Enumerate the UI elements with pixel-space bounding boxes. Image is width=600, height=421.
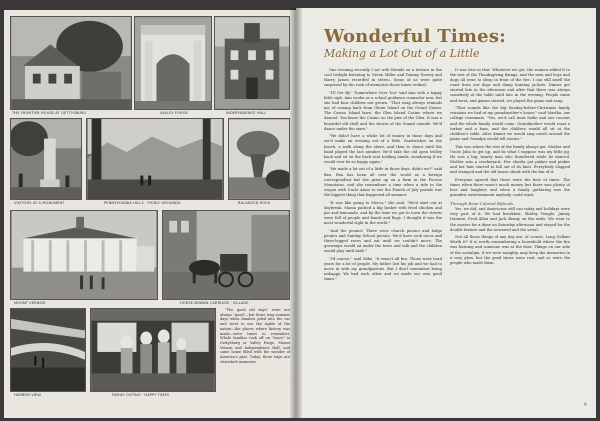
photo-arch — [134, 16, 212, 110]
page-gutter — [290, 8, 302, 418]
photo-hall — [214, 16, 290, 110]
mansion-photo-icon — [11, 211, 157, 299]
harbor-photo-icon — [11, 309, 85, 391]
photo-caption: THE FRONTIER HOUSE AT GETTYSBURG — [12, 111, 87, 115]
paragraph: "It was like going to Mecca," she said. "We'd start out at daybreak. Mama packed a big basket with fried chicken and pie and lemonade, and by the time we got to town the streets were full of people and bands and flags. I thought it was the most wonderful sight in the world." — [324, 200, 442, 225]
photo-rock — [228, 118, 290, 200]
photo-caption: HORSE-DRAWN CARRIAGE · VILLAGE — [180, 301, 249, 305]
sidebar-caption-text: "The good old days" were not always "good"—but those long summer days when families piled into the car and went to see the sights of the nation—the places where history was made—were times to remember. Whole families took off on "tours" to Gettysburg or Valley Forge, Mount Vernon and Independence Hall, and came home filled with the wonder of America's past. Today, those trips are cherished memories. — [220, 308, 290, 364]
paragraph: One evening recently I sat with friends on a terrace in the cool twilight listening to Green Miller and Tommy Dorsey and Harry James recorded in stereo. Some of us were quite surprised by the rush of memories those tunes evoked. — [324, 68, 442, 88]
photo-caption: MOUNT VERNON — [14, 301, 46, 305]
photo-caption: HARBOR VIEW — [14, 393, 41, 397]
paragraph: This was where the rest of the family always got. Mother and Uncle John to get up, and do what I suppose was my little jig. He was a big, hearty man who thundered while he danced. Mother was a crackerjack. Her cheeks got pinker and pinker and her hair started to fall out of its knot. Everybody clapped and stamped and the old house shook with the fun of it. — [450, 144, 570, 174]
section-heading: Through Rose-Colored Bifocals — [450, 200, 514, 206]
photo-monument — [10, 118, 82, 200]
forest-photo-icon — [87, 119, 223, 199]
hall-photo-icon — [215, 17, 289, 109]
paragraph: "Of course," said Mike, "it wasn't all fun. Those were hard years for a lot of people. My father lost his job and we had to move in with my grandparents. But I don't remember being unhappy. We had each other and we made our own good times." — [324, 256, 442, 282]
photo-carriage — [162, 210, 290, 300]
paragraph: "That sounds like the big Sunday-before-Christmas family reunions we had at my grandmother's house," said Martha, our college roommate. "Yes, we'd call Aunt Sadie and our cousins and the whole family would come. Grandmother would roast a turkey and a ham, and the children would all sit at the children's table. After dinner we would sing carols around the piano and Grandpa would tell stories." — [450, 106, 570, 141]
photo-forest — [86, 118, 224, 200]
paragraph: "We made a lot out of a little in those days, didn't we?" said Bea. Bea has been all over the world as a foreign correspondent but she grew up on a farm in the Pocono Mountains, and she remembers a time when a ride in the wagon with Uncle Amos to see the Fourth of July parade was the biggest thing that happened all summer. — [324, 167, 442, 197]
page-number: 9 — [584, 402, 587, 407]
photo-caption: INDEPENDENCE HALL — [226, 111, 267, 115]
paragraph: It was true in that. Whatever we got, the women added it to the rest of the Thanksgiving fixings, and the men and boys and dogs all went to sleep in front of the fire. I can still smell the roast from our dogs and damp hunting jackets. Dinner got started late in the afternoon and after that there was always somebody at the table until late in the evening. People came and went, and games started, we played the piano and sang. — [450, 68, 570, 103]
monument-photo-icon — [11, 119, 81, 199]
photo-caption: PENNSYLVANIA HILLS · PICNIC GROUNDS — [104, 201, 181, 205]
photo-mansion — [10, 210, 158, 300]
arch-photo-icon — [135, 17, 211, 109]
article-column-2 — [450, 68, 570, 398]
photo-caption: VISITORS AT A MONUMENT — [14, 201, 65, 205]
article-title: Wonderful Times: — [324, 26, 507, 47]
house-photo-icon — [11, 17, 131, 109]
paragraph: Everyone agreed that those were the best of times. The times when there wasn't much money but there was plenty of love and laughter, and when a family gathering was the grandest entertainment anybody could want. — [450, 177, 570, 197]
paragraph: Yes, we did, and Americans still can today and holidays were very part of it. We had breakfast, Shirley Temple, Jimmy Durante, Fred Allen and Jack Benny on the radio. We went to the movies for a dime on Saturday afternoon and stayed for the double feature and the newsreel and the serial. — [450, 207, 570, 232]
photo-family — [90, 308, 216, 392]
article-subtitle: Making a Lot Out of a Little — [324, 47, 480, 60]
paragraph: Not all those things of any day are, of course, Long Gallant Worth It? It is worth remembering a household where the fire was burning and someone was at the door. Things on our side of the nostalgia, if we were naughty, may keep the memories in a rosy glow, but the good times were real, and so were the people who made them. — [450, 235, 570, 265]
article-column-1 — [324, 68, 442, 408]
photo-house — [10, 16, 132, 110]
paragraph: "We didn't have a whole lot of money in those days and we'd make an evening out of a little. Sandwiches on the beach, a walk along the shore, and then to dance until the band played the last number. We'd take the old open trolley back and sit on the back seat holding hands, wondering if we would ever be so happy again." — [324, 134, 442, 164]
photo-caption: FAMILY OUTING · HAPPY TIMES — [112, 393, 170, 397]
sidebar-caption — [220, 308, 290, 367]
photo-caption: BALANCED ROCK — [238, 201, 271, 205]
photo-caption: VALLEY FORGE — [160, 111, 188, 115]
carriage-photo-icon — [163, 211, 289, 299]
photo-harbor — [10, 308, 86, 392]
rock-photo-icon — [229, 119, 289, 199]
family-photo-icon — [91, 309, 215, 391]
paragraph: "I'll Get By" "Somewhere Over You" said Ann with a happy little sigh. Ann works as a school guidance counselor now, but she had four children not grown. "That song always reminds me of coming back from Glenn Island on the Grand Queen. The Casino Island lawn, the Glen Island Casino where we danced. You know the Casino on the pier of the Glen. It was a beautiful old shell and the shores of the Sound outside. We'd dance under the stars." — [324, 90, 442, 131]
paragraph: "And the picnics! There were church picnics and lodge picnics and Sunday School picnics. We'd have sack races and three-legged races and eat until we couldn't move. The grownups would sit under the trees and talk and the children would play until dark." — [324, 228, 442, 254]
